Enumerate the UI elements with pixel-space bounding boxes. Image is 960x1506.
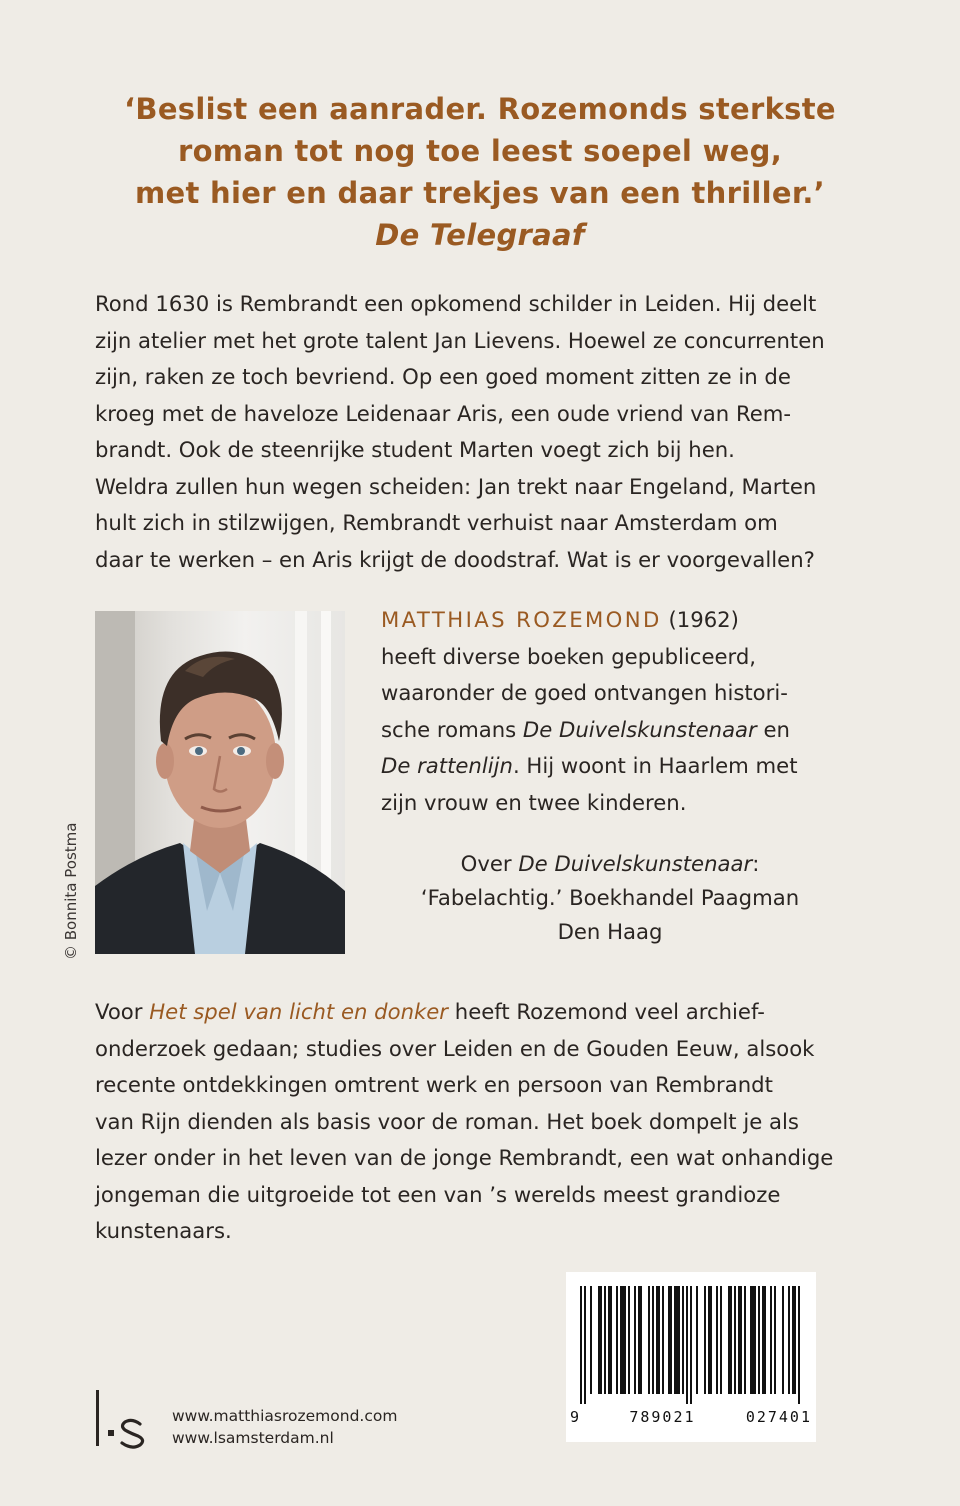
photo-credit: © Bonnita Postma bbox=[62, 822, 80, 960]
website-link[interactable]: www.lsamsterdam.nl bbox=[172, 1429, 334, 1447]
barcode-bar bbox=[744, 1286, 746, 1394]
barcode-bar bbox=[682, 1286, 684, 1394]
barcode-bar bbox=[628, 1286, 630, 1394]
barcode-bar bbox=[798, 1286, 800, 1404]
barcode-bar bbox=[716, 1286, 718, 1394]
bio-text: . Hij woont in Haarlem met bbox=[512, 753, 798, 778]
barcode-bar bbox=[788, 1286, 790, 1394]
isbn-digit-group: 027401 bbox=[745, 1408, 812, 1426]
blurb-line: hult zich in stilzwijgen, Rembrandt verhuist naar Amsterdam om bbox=[95, 510, 778, 535]
quote-source: De Telegraaf bbox=[375, 218, 585, 252]
book-title: Het spel van licht en donker bbox=[149, 999, 449, 1024]
blurb-line: Weldra zullen hun wegen scheiden: Jan trekt naar Engeland, Marten bbox=[95, 473, 817, 499]
barcode-bar bbox=[708, 1286, 712, 1394]
barcode-bar bbox=[762, 1286, 766, 1394]
publisher-logo bbox=[94, 1390, 154, 1450]
cover-quote bbox=[60, 88, 900, 256]
barcode-bar bbox=[782, 1286, 784, 1394]
isbn-number bbox=[570, 1408, 812, 1426]
barcode-bar bbox=[792, 1286, 796, 1394]
author-photo bbox=[95, 611, 345, 954]
about-line: jongeman die uitgroeide tot een van ’s werelds meest grandioze bbox=[95, 1181, 781, 1207]
barcode-bar bbox=[656, 1286, 660, 1394]
review-quote bbox=[390, 847, 830, 949]
about-line: kunstenaars. bbox=[95, 1218, 232, 1243]
barcode-bar bbox=[634, 1286, 636, 1394]
barcode-bar bbox=[728, 1286, 732, 1394]
barcode-bar bbox=[668, 1286, 672, 1394]
barcode-bar bbox=[720, 1286, 722, 1394]
about-paragraph bbox=[95, 994, 834, 1250]
barcode-bar bbox=[758, 1286, 760, 1394]
barcode-bar bbox=[590, 1286, 592, 1394]
quote-line: ‘Beslist een aanrader. Rozemonds sterkste bbox=[124, 92, 836, 126]
bio-line: heeft diverse boeken gepubliceerd, bbox=[381, 643, 757, 669]
book-title: De Duivelskunstenaar bbox=[522, 716, 757, 742]
about-text: Voor bbox=[95, 999, 150, 1024]
website-link[interactable]: www.matthiasrozemond.com bbox=[172, 1407, 398, 1425]
isbn-digit-group: 789021 bbox=[629, 1408, 696, 1426]
barcode-bars bbox=[580, 1286, 802, 1404]
barcode-bar bbox=[686, 1286, 688, 1404]
bio-line: zijn vrouw en twee kinderen. bbox=[381, 789, 687, 815]
book-title: De Duivelskunstenaar bbox=[518, 851, 753, 876]
barcode-bar bbox=[704, 1286, 706, 1394]
blurb-line: daar te werken – en Aris krijgt de doodstraf. Wat is er voorgevallen? bbox=[95, 546, 815, 572]
quote-line: met hier en daar trekjes van een thriller.’ bbox=[135, 176, 825, 210]
about-line: lezer onder in het leven van de jonge Rembrandt, een wat onhandige bbox=[95, 1145, 834, 1170]
blurb-line: zijn atelier met het grote talent Jan Lievens. Hoewel ze concurrenten bbox=[95, 327, 825, 353]
blurb-line: brandt. Ook de steenrijke student Marten voegt zich bij hen. bbox=[95, 437, 735, 462]
barcode-bar bbox=[584, 1286, 586, 1404]
barcode-bar bbox=[648, 1286, 650, 1394]
about-line: recente ontdekkingen omtrent werk en persoon van Rembrandt bbox=[95, 1072, 773, 1097]
barcode-bar bbox=[738, 1286, 742, 1394]
about-line: van Rijn dienden als basis voor de roman. Het boek dompelt je als bbox=[95, 1108, 799, 1134]
about-line: onderzoek gedaan; studies over Leiden en de Gouden Eeuw, alsook bbox=[95, 1035, 815, 1061]
bio-line: waaronder de goed ontvangen histori- bbox=[381, 680, 788, 705]
barcode-bar bbox=[616, 1286, 618, 1394]
barcode-bar bbox=[696, 1286, 698, 1394]
blurb-line: zijn, raken ze toch bevriend. Op een goed moment zitten ze in de bbox=[95, 364, 791, 389]
barcode-bar bbox=[652, 1286, 654, 1394]
review-line: Den Haag bbox=[557, 919, 663, 944]
author-portrait-illustration bbox=[95, 611, 345, 954]
isbn-digit-group: 9 bbox=[570, 1408, 580, 1426]
bio-text: en bbox=[756, 716, 790, 742]
blurb-line: Rond 1630 is Rembrandt een opkomend schilder in Leiden. Hij deelt bbox=[95, 291, 817, 316]
bio-text: sche romans bbox=[381, 716, 523, 742]
barcode-bar bbox=[662, 1286, 664, 1394]
blurb-line: kroeg met de haveloze Leidenaar Aris, een oude vriend van Rem- bbox=[95, 400, 792, 426]
review-text: : bbox=[752, 851, 760, 876]
quote-line: roman tot nog toe leest soepel weg, bbox=[177, 134, 783, 168]
blurb-paragraph bbox=[95, 286, 825, 578]
footer-links bbox=[172, 1405, 397, 1449]
barcode-bar bbox=[638, 1286, 642, 1394]
barcode-bar bbox=[774, 1286, 776, 1394]
barcode-bar bbox=[770, 1286, 772, 1394]
book-title: De rattenlijn bbox=[381, 753, 513, 778]
barcode-bar bbox=[690, 1286, 692, 1404]
barcode-bar bbox=[674, 1286, 680, 1394]
barcode-bar bbox=[604, 1286, 606, 1394]
barcode-bar bbox=[580, 1286, 582, 1404]
ls-logo-icon bbox=[94, 1390, 154, 1450]
barcode-bar bbox=[620, 1286, 626, 1394]
barcode-bar bbox=[734, 1286, 736, 1394]
isbn-barcode bbox=[566, 1272, 816, 1442]
about-text: heeft Rozemond veel archief- bbox=[448, 999, 765, 1024]
review-line: ‘Fabelachtig.’ Boekhandel Paagman bbox=[420, 885, 800, 910]
review-text: Over bbox=[460, 851, 519, 876]
author-year: (1962) bbox=[661, 607, 739, 632]
barcode-bar bbox=[750, 1286, 756, 1394]
barcode-bar bbox=[598, 1286, 602, 1394]
author-bio bbox=[381, 602, 821, 821]
barcode-bar bbox=[608, 1286, 612, 1394]
author-name: MATTHIAS ROZEMOND bbox=[381, 607, 662, 632]
